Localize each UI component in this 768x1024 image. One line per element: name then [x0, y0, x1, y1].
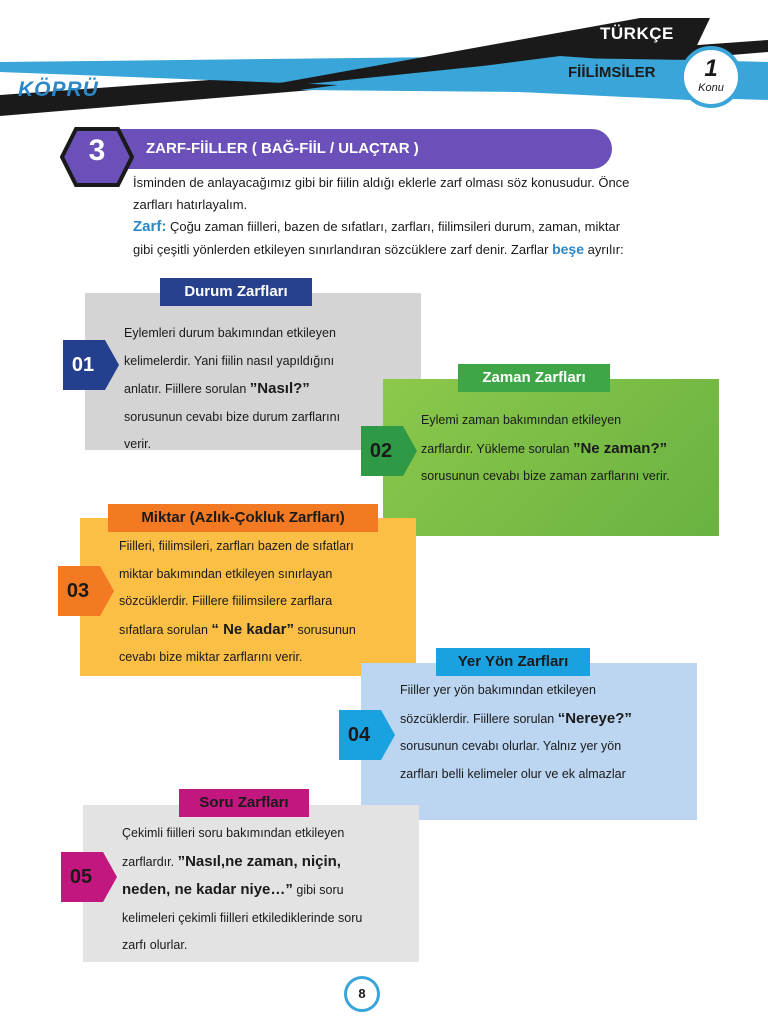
number-05: 05 [69, 866, 93, 888]
zaman-zarflari-label: Zaman Zarfları [458, 364, 610, 392]
number-01: 01 [71, 354, 95, 376]
intro-line: zarfları hatırlayalım. [133, 197, 248, 212]
konu-badge [680, 46, 742, 108]
konu-number: 1 [704, 55, 718, 82]
zaman-zarflari-text: Eylemi zaman bakımından etkileyen zarflardır. Yükleme sorulan ”Ne zaman?” sorusunun cevabı bize zaman zarflarını verir. [421, 413, 670, 483]
number-04: 04 [347, 724, 371, 746]
section-title: ZARF-FİİLLER ( BAĞ-FİİL / ULAÇTAR ) [146, 140, 419, 157]
soru-zarflari-label: Soru Zarfları [179, 789, 309, 817]
section-number: 3 [88, 134, 106, 167]
yer-yon-zarflari-text: Fiiller yer yön bakımından etkileyen sözcüklerdir. Fiillere sorulan “Nereye?” sorusunun cevabı olurlar. Yalnız yer yön zarfları belli kelimeler olur ve ek almazlar [400, 683, 632, 781]
yer-yon-zarflari-label: Yer Yön Zarfları [436, 648, 590, 676]
number-03: 03 [66, 580, 90, 602]
question-ne-kadar: “ Ne kadar” [211, 620, 294, 638]
intro-line: İsminden de anlayacağımız gibi bir fiilin aldığı eklerle zarf olması söz konusudur. Önce [133, 175, 630, 190]
intro-text [133, 172, 693, 261]
number-02: 02 [369, 440, 393, 462]
durum-zarflari-text: Eylemleri durum bakımından etkileyen kelimelerdir. Yani fiilin nasıl yapıldığını anlatır. Fiillere sorulan ”Nasıl?” sorusunun cevabı bize durum zarflarını verir. [124, 326, 341, 451]
miktar-zarflari-label: Miktar (Azlık-Çokluk Zarfları) [108, 504, 378, 532]
soru-zarflari-text: Çekimli fiilleri soru bakımından etkileyen zarflardır. ”Nasıl,ne zaman, niçin, neden, ne kadar niye…” gibi soru kelimeleri çekimli fiilleri etkilediklerinde soru zarfı olurlar. [122, 826, 363, 952]
zarf-keyword: Zarf: [133, 218, 167, 235]
question-soru-1: ”Nasıl,ne zaman, niçin, [177, 852, 341, 870]
page-number: 8 [344, 976, 380, 1012]
question-ne-zaman: ”Ne zaman?” [572, 439, 668, 457]
bese-keyword: beşe [552, 241, 585, 257]
question-soru-2: neden, ne kadar niye…” [122, 881, 293, 898]
konu-label: Konu [698, 82, 724, 94]
question-nereye: “Nereye?” [557, 709, 632, 727]
durum-zarflari-label: Durum Zarfları [160, 278, 312, 306]
kopru-logo: KÖPRÜ [18, 78, 99, 101]
miktar-zarflari-text: Fiilleri, fiilimsileri, zarfları bazen de sıfatları miktar bakımından etkileyen sınırlayan sözcüklerdir. Fiillere fiilimsilere zarflara sıfatlara sorulan “ Ne kadar” sorusunun cevabı bize miktar zarflarını verir. [119, 539, 356, 664]
subject-title: TÜRKÇE [600, 24, 674, 43]
intro-definition: Zarf: Çoğu zaman fiilleri, bazen de sıfatları, zarfları, fiilimsileri durum, zaman, miktar [133, 218, 621, 235]
topic-title: FİİLİMSİLER [568, 64, 656, 81]
intro-line: gibi çeşitli yönlerden etkileyen sınırlandıran sözcüklere zarf denir. Zarflar beşe ayrılır: [133, 241, 624, 257]
question-nasil: ”Nasıl?” [249, 380, 310, 397]
